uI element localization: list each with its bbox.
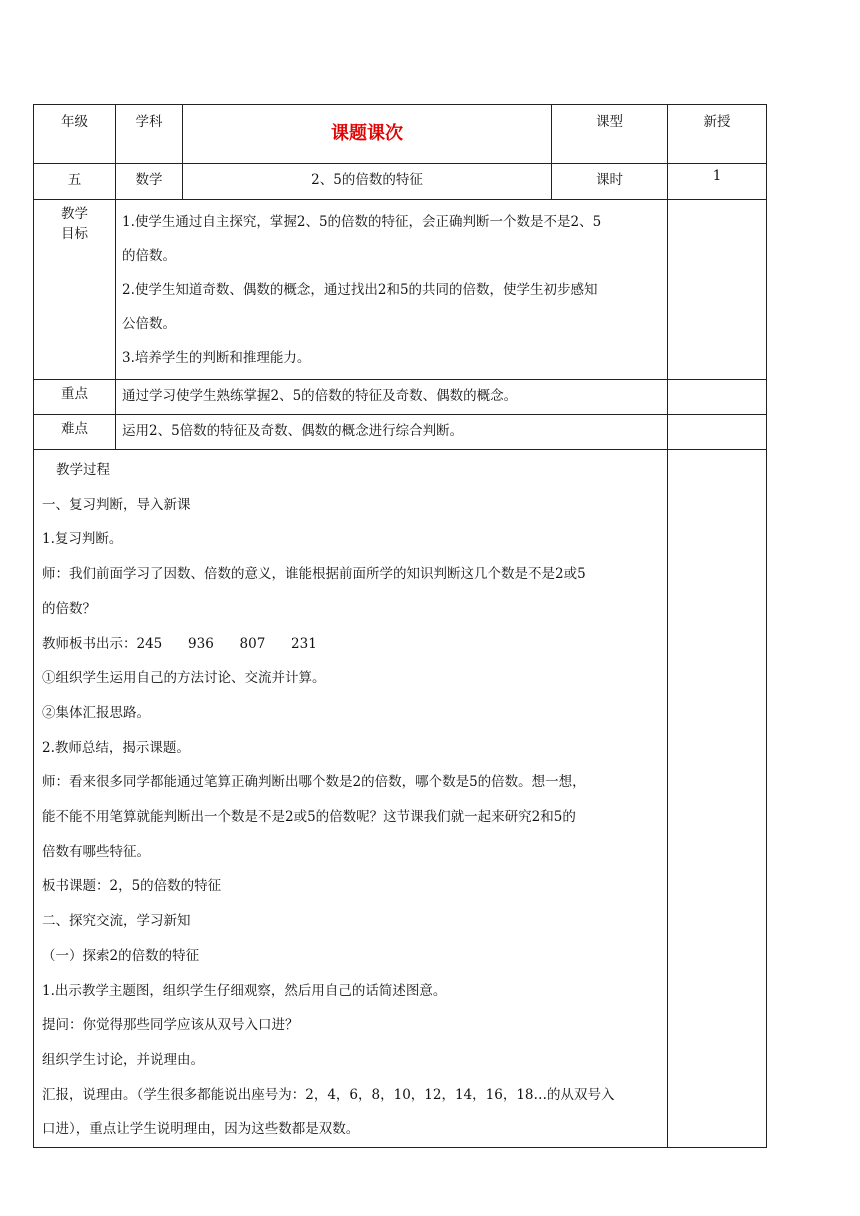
lesson-title: 课题课次 [183, 105, 552, 164]
process-line: （一）探索2的倍数的特征 [42, 947, 200, 964]
type-label: 课型 [552, 105, 668, 164]
process-notes [668, 450, 767, 1148]
process-line: 师：看来很多同学都能通过笔算正确判断出哪个数是2的倍数，哪个数是5的倍数。想一想， [42, 774, 586, 791]
process-line: 1.出示教学主题图，组织学生仔细观察，然后用自己的话简述图意。 [42, 982, 447, 999]
goal-line: 2.使学生知道奇数、偶数的概念，通过找出2和5的共同的倍数，使学生初步感知 [122, 282, 598, 298]
grade-label: 年级 [34, 105, 116, 164]
goal-line: 3.培养学生的判断和推理能力。 [122, 350, 311, 366]
topic-value: 2、5的倍数的特征 [183, 164, 552, 200]
difficulty-row [34, 415, 767, 450]
key-point-notes [668, 380, 767, 415]
process-line: 提问：你觉得那些同学应该从双号入口进？ [42, 1017, 299, 1034]
goals-label [34, 200, 116, 380]
period-label: 课时 [552, 164, 668, 200]
goal-line: 公倍数。 [122, 316, 176, 332]
header-row [34, 105, 767, 164]
goal-line: 1.使学生通过自主探究，掌握2、5的倍数的特征，会正确判断一个数是不是2、5 [122, 214, 602, 230]
process-line: 能不能不用笔算就能判断出一个数是不是2或5的倍数呢？这节课我们就一起来研究2和5的 [42, 809, 576, 826]
process-line: 板书课题：2，5的倍数的特征 [42, 878, 222, 895]
key-point-row [34, 380, 767, 415]
difficulty-label: 难点 [34, 415, 116, 450]
process-line: 汇报，说理由。（学生很多都能说出座号为：2，4，6，8，10，12，14，16，18…的从双号入 [42, 1086, 615, 1103]
process-row [34, 450, 767, 1148]
process-line: 倍数有哪些特征。 [42, 843, 150, 860]
key-point-label: 重点 [34, 380, 116, 415]
process-line: 二、探究交流，学习新知 [42, 913, 191, 930]
process-line: 教师板书出示：245 936 807 231 [42, 635, 317, 652]
difficulty-notes [668, 415, 767, 450]
goal-line: 的倍数。 [122, 248, 176, 264]
goals-label-line-1: 教学 [61, 206, 88, 222]
type-value: 新授 [668, 105, 767, 164]
goals-content [116, 200, 668, 380]
goals-row [34, 200, 767, 380]
difficulty-text: 运用2、5倍数的特征及奇数、偶数的概念进行综合判断。 [116, 415, 668, 450]
process-line: ②集体汇报思路。 [42, 704, 150, 721]
grade-value: 五 [34, 164, 116, 200]
process-line: ①组织学生运用自己的方法讨论、交流并计算。 [42, 670, 326, 687]
goals-label-line-2: 目标 [61, 226, 88, 242]
subject-label: 学科 [116, 105, 183, 164]
info-row [34, 164, 767, 200]
process-line: 口进），重点让学生说明理由，因为这些数都是双数。 [42, 1121, 360, 1138]
process-line: 1.复习判断。 [42, 531, 123, 548]
goals-notes [668, 200, 767, 380]
process-line: 2.教师总结，揭示课题。 [42, 739, 190, 756]
process-content [34, 450, 668, 1148]
process-line: 师：我们前面学习了因数、倍数的意义，谁能根据前面所学的知识判断这几个数是不是2或5 [42, 566, 586, 583]
subject-value: 数学 [116, 164, 183, 200]
process-line: 组织学生讨论，并说理由。 [42, 1051, 204, 1068]
lesson-plan-table [33, 104, 767, 1148]
process-line: 一、复习判断，导入新课 [42, 496, 191, 513]
process-heading: 教学过程 [56, 462, 110, 478]
process-line: 的倍数？ [42, 600, 96, 617]
key-point-text: 通过学习使学生熟练掌握2、5的倍数的特征及奇数、偶数的概念。 [116, 380, 668, 415]
period-value: 1 [668, 164, 767, 200]
